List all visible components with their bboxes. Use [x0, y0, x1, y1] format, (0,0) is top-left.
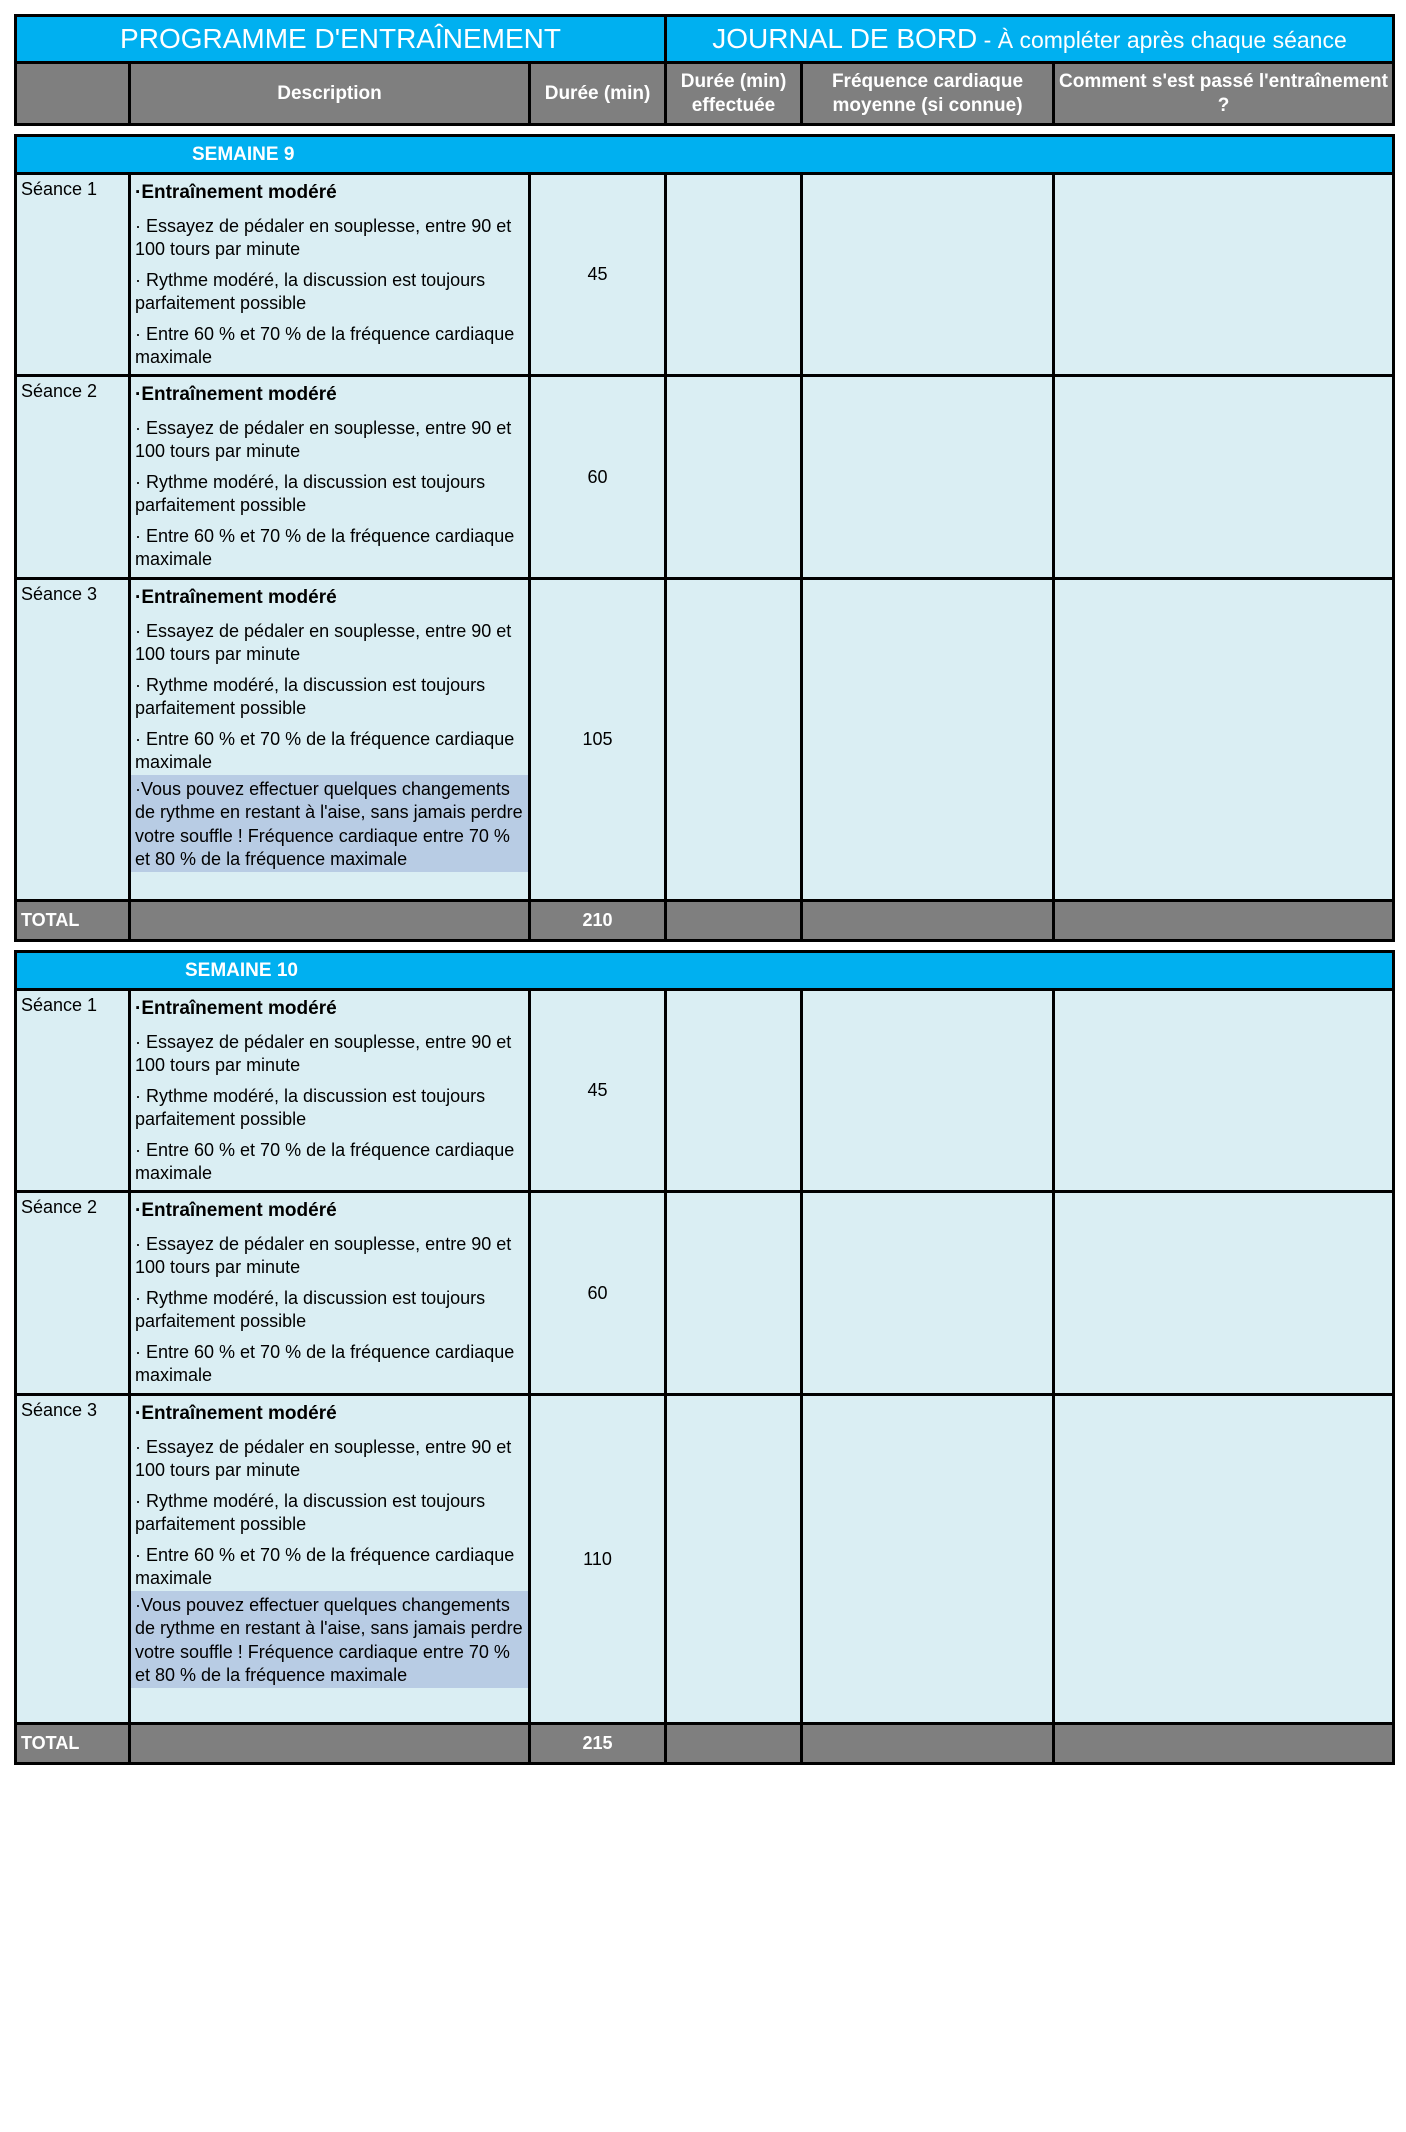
total-empty: [1054, 1724, 1394, 1764]
duree-effectuee-input[interactable]: [666, 174, 802, 376]
session-line: · Rythme modéré, la discussion est toujours parfaitement possible: [135, 1490, 486, 1534]
total-empty: [666, 1724, 802, 1764]
comment-input[interactable]: [1054, 1395, 1394, 1724]
comment-input[interactable]: [1054, 174, 1394, 376]
week-label: SEMAINE 9: [16, 136, 1394, 174]
session-line: · Rythme modéré, la discussion est toujours parfaitement possible: [135, 471, 486, 515]
total-empty: [130, 901, 530, 941]
session-line: · Rythme modéré, la discussion est toujours parfaitement possible: [135, 1085, 486, 1129]
session-line: · Rythme modéré, la discussion est toujours parfaitement possible: [135, 674, 486, 718]
header-empty-cell: [16, 63, 130, 125]
duree-effectuee-input[interactable]: [666, 579, 802, 901]
total-empty: [130, 1724, 530, 1764]
session-line: · Essayez de pédaler en souplesse, entre 90 et 100 tours par minute: [135, 417, 512, 461]
header-description: Description: [130, 63, 530, 125]
session-name: Séance 3: [16, 579, 130, 901]
session-duration: 60: [530, 1192, 666, 1395]
comment-input[interactable]: [1054, 990, 1394, 1192]
session-description: [130, 1395, 530, 1724]
header-duree-effectuee: Durée (min) effectuée: [666, 63, 802, 125]
session-line: · Rythme modéré, la discussion est toujours parfaitement possible: [135, 1287, 486, 1331]
session-title: ·Entraînement modéré: [135, 384, 337, 405]
session-title: ·Entraînement modéré: [135, 998, 337, 1019]
session-title: ·Entraînement modéré: [135, 587, 337, 608]
session-description: [130, 1192, 530, 1395]
week-label: SEMAINE 10: [16, 952, 1394, 990]
session-line: · Entre 60 % et 70 % de la fréquence cardiaque maximale: [135, 525, 515, 569]
week-table: [14, 134, 1395, 942]
session-name: Séance 1: [16, 990, 130, 1192]
session-duration: 45: [530, 990, 666, 1192]
session-line: · Rythme modéré, la discussion est toujours parfaitement possible: [135, 269, 486, 313]
frequence-input[interactable]: [802, 174, 1054, 376]
comment-input[interactable]: [1054, 579, 1394, 901]
session-highlight: ·Vous pouvez effectuer quelques changements de rythme en restant à l'aise, sans jamais perdre votre souffle ! Fréquence cardiaque entre 70 % et 80 % de la fréquence maximale: [131, 1591, 528, 1688]
session-duration: 45: [530, 174, 666, 376]
header-table: [14, 14, 1395, 126]
header-comment: Comment s'est passé l'entraînement ?: [1054, 63, 1394, 125]
journal-title-text: JOURNAL DE BORD: [712, 23, 978, 54]
total-empty: [1054, 901, 1394, 941]
session-title: ·Entraînement modéré: [135, 1200, 337, 1221]
header-frequence: Fréquence cardiaque moyenne (si connue): [802, 63, 1054, 125]
session-duration: 110: [530, 1395, 666, 1724]
session-line: · Essayez de pédaler en souplesse, entre 90 et 100 tours par minute: [135, 215, 512, 259]
programme-title: PROGRAMME D'ENTRAÎNEMENT: [16, 16, 666, 63]
comment-input[interactable]: [1054, 1192, 1394, 1395]
session-name: Séance 3: [16, 1395, 130, 1724]
session-description: [130, 990, 530, 1192]
session-name: Séance 1: [16, 174, 130, 376]
session-duration: 105: [530, 579, 666, 901]
session-title: ·Entraînement modéré: [135, 1403, 337, 1424]
session-line: · Essayez de pédaler en souplesse, entre 90 et 100 tours par minute: [135, 1233, 512, 1277]
total-label: TOTAL: [16, 1724, 130, 1764]
duree-effectuee-input[interactable]: [666, 1192, 802, 1395]
session-line: · Essayez de pédaler en souplesse, entre 90 et 100 tours par minute: [135, 1436, 512, 1480]
session-title: ·Entraînement modéré: [135, 182, 337, 203]
session-line: · Essayez de pédaler en souplesse, entre 90 et 100 tours par minute: [135, 1031, 512, 1075]
frequence-input[interactable]: [802, 376, 1054, 579]
session-description: [130, 174, 530, 376]
week-table: [14, 950, 1395, 1765]
journal-subtitle: - À compléter après chaque séance: [977, 27, 1347, 53]
frequence-input[interactable]: [802, 1192, 1054, 1395]
duree-effectuee-input[interactable]: [666, 990, 802, 1192]
session-line: · Entre 60 % et 70 % de la fréquence cardiaque maximale: [135, 728, 515, 772]
frequence-input[interactable]: [802, 1395, 1054, 1724]
total-empty: [666, 901, 802, 941]
duree-effectuee-input[interactable]: [666, 1395, 802, 1724]
session-line: · Entre 60 % et 70 % de la fréquence cardiaque maximale: [135, 1139, 515, 1183]
session-name: Séance 2: [16, 376, 130, 579]
total-value: 215: [530, 1724, 666, 1764]
session-line: · Essayez de pédaler en souplesse, entre 90 et 100 tours par minute: [135, 620, 512, 664]
frequence-input[interactable]: [802, 990, 1054, 1192]
total-value: 210: [530, 901, 666, 941]
comment-input[interactable]: [1054, 376, 1394, 579]
session-name: Séance 2: [16, 1192, 130, 1395]
session-highlight: ·Vous pouvez effectuer quelques changements de rythme en restant à l'aise, sans jamais perdre votre souffle ! Fréquence cardiaque entre 70 % et 80 % de la fréquence maximale: [131, 775, 528, 872]
total-label: TOTAL: [16, 901, 130, 941]
session-description: [130, 579, 530, 901]
duree-effectuee-input[interactable]: [666, 376, 802, 579]
session-line: · Entre 60 % et 70 % de la fréquence cardiaque maximale: [135, 1544, 515, 1588]
frequence-input[interactable]: [802, 579, 1054, 901]
total-empty: [802, 1724, 1054, 1764]
session-duration: 60: [530, 376, 666, 579]
session-line: · Entre 60 % et 70 % de la fréquence cardiaque maximale: [135, 323, 515, 367]
session-line: · Entre 60 % et 70 % de la fréquence cardiaque maximale: [135, 1341, 515, 1385]
total-empty: [802, 901, 1054, 941]
journal-title: [666, 16, 1394, 63]
session-description: [130, 376, 530, 579]
header-duree: Durée (min): [530, 63, 666, 125]
